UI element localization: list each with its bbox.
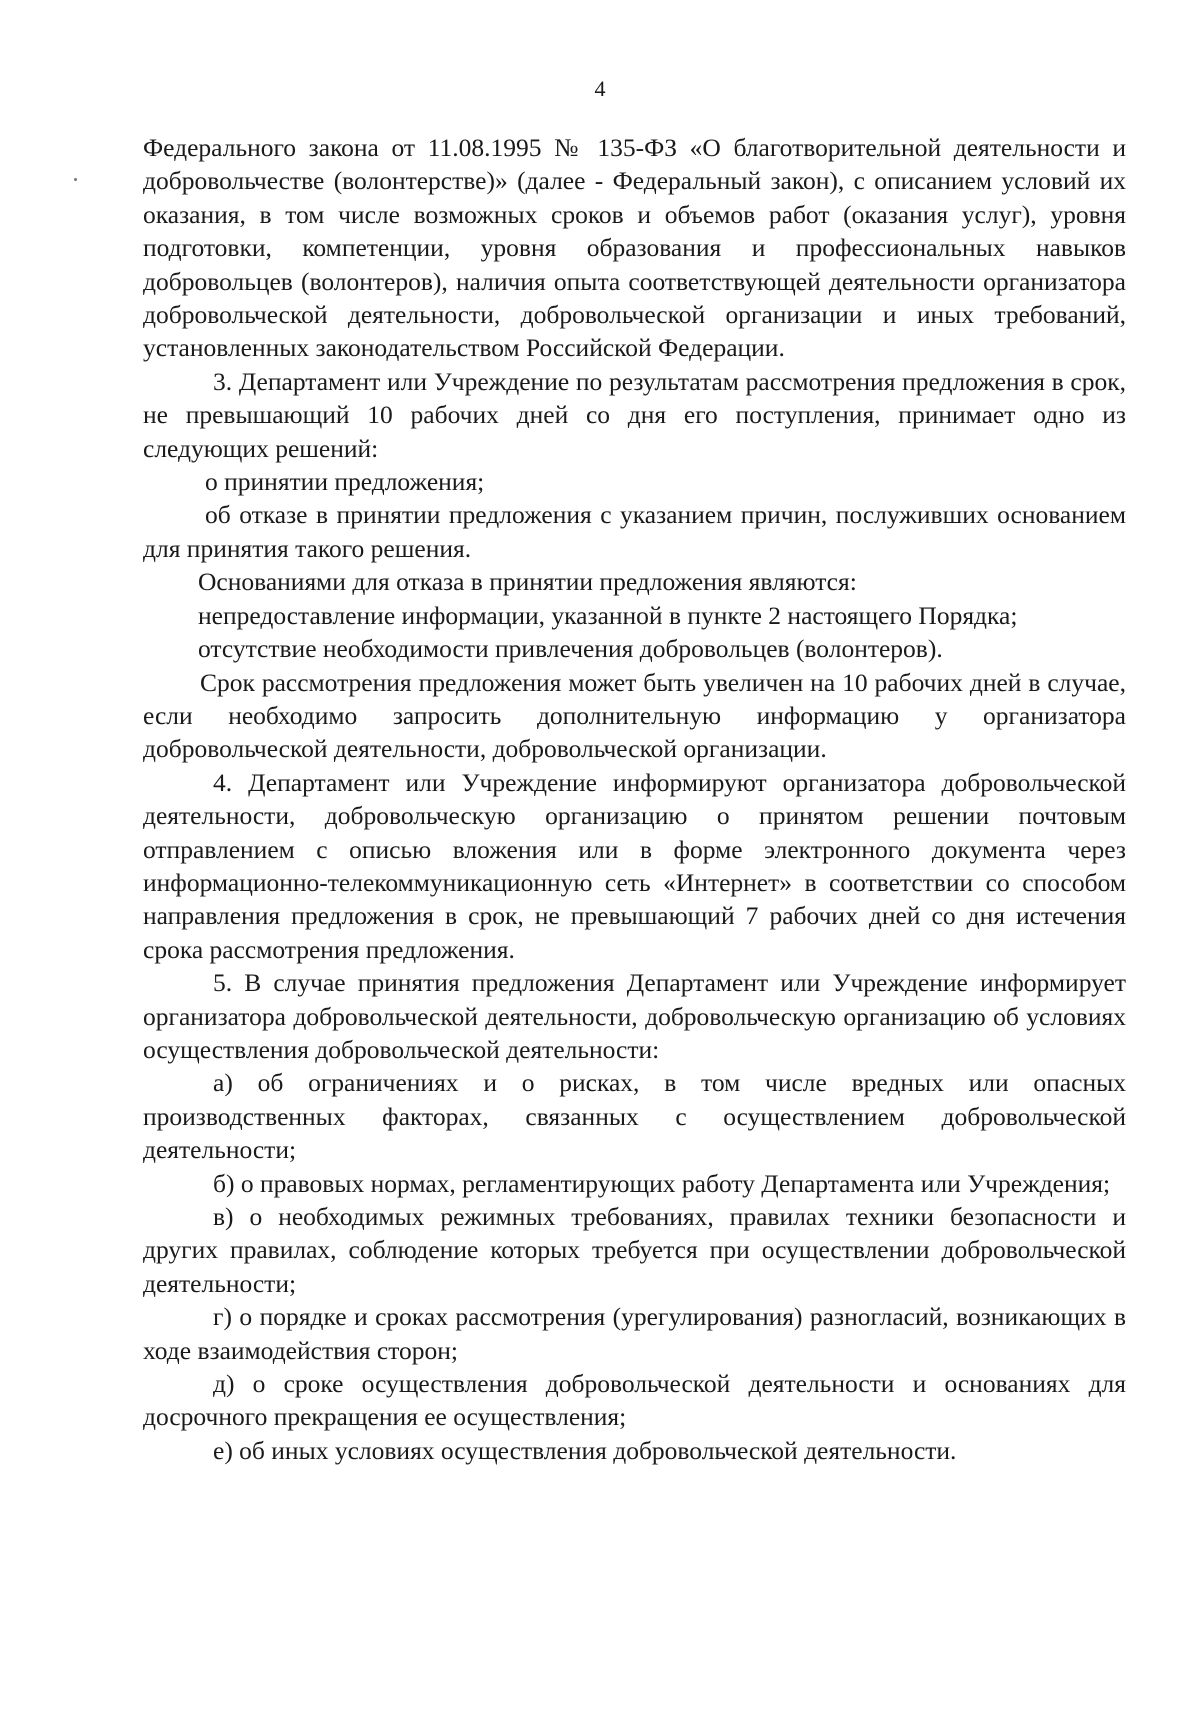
paragraph-decision-accept: о принятии предложения; bbox=[205, 467, 485, 497]
paragraph-item-5: 5. В случае принятия предложения Департамент или Учреждение информирует организатора добровольческой деятельности, добровольческую организацию об условиях осуществления добровольческой деятельности: bbox=[143, 968, 1126, 1064]
paragraph-rejection-grounds: Основаниями для отказа в принятии предложения являются: bbox=[198, 567, 857, 597]
paragraph-decision-reject: об отказе в принятии предложения с указанием причин, послуживших основанием для принятия такого решения. bbox=[143, 500, 1126, 563]
scan-speck bbox=[74, 178, 77, 181]
paragraph-item-5a: а) об ограничениях и о рисках, в том числе вредных или опасных производственных факторах, связанных с осуществлением добровольческой деятельности; bbox=[143, 1068, 1126, 1165]
paragraph-ground-no-need: отсутствие необходимости привлечения добровольцев (волонтеров). bbox=[198, 634, 943, 664]
paragraph-item-3: 3. Департамент или Учреждение по результатам рассмотрения предложения в срок, не превышающий 10 рабочих дней со дня его поступления, принимает одно из следующих решений: bbox=[143, 366, 1126, 463]
document-body bbox=[143, 131, 1126, 1467]
paragraph-law-reference: Федерального закона от 11.08.1995 № 135-ФЗ «О благотворительной деятельности и добровольчестве (волонтерстве)» (далее - Федеральный закон), с описанием условий их оказания, в том числе возможных сроков и объемов работ (оказания услуг), уровня подготовки, компетенции, уровня образования и профессиональных навыков добровольцев (волонтеров), наличия опыта соответствующей деятельности организатора добровольческой деятельности, добровольческой организации и иных требований, установленных законодательством Российской Федерации. bbox=[143, 133, 1126, 363]
paragraph-item-5g: г) о порядке и сроках рассмотрения (урегулирования) разногласий, возникающих в ходе взаимодействия сторон; bbox=[143, 1302, 1126, 1365]
paragraph-item-5v: в) о необходимых режимных требованиях, правилах техники безопасности и других правилах, соблюдение которых требуется при осуществлении добровольческой деятельности; bbox=[143, 1202, 1126, 1298]
paragraph-item-5e: е) об иных условиях осуществления добровольческой деятельности. bbox=[213, 1435, 957, 1465]
paragraph-item-5d: д) о сроке осуществления добровольческой деятельности и основаниях для досрочного прекращения ее осуществления; bbox=[143, 1369, 1126, 1432]
paragraph-ground-missing-info: непредоставление информации, указанной в пункте 2 настоящего Порядка; bbox=[198, 600, 1018, 630]
paragraph-term-extension: Срок рассмотрения предложения может быть увеличен на 10 рабочих дней в случае, если необходимо запросить дополнительную информацию у организатора добровольческой деятельности, добровольческой организации. bbox=[143, 667, 1126, 764]
paragraph-item-4: 4. Департамент или Учреждение информируют организатора добровольческой деятельности, добровольческую организацию о принятом решении почтовым отправлением с описью вложения или в форме электронного документа через информационно-телекоммуникационную сеть «Интернет» в соответствии со способом направления предложения в срок, не превышающий 7 рабочих дней со дня истечения срока рассмотрения предложения. bbox=[143, 767, 1126, 964]
paragraph-item-5b: б) о правовых нормах, регламентирующих работу Департамента или Учреждения; bbox=[213, 1168, 1111, 1198]
page-number: 4 bbox=[594, 76, 606, 101]
